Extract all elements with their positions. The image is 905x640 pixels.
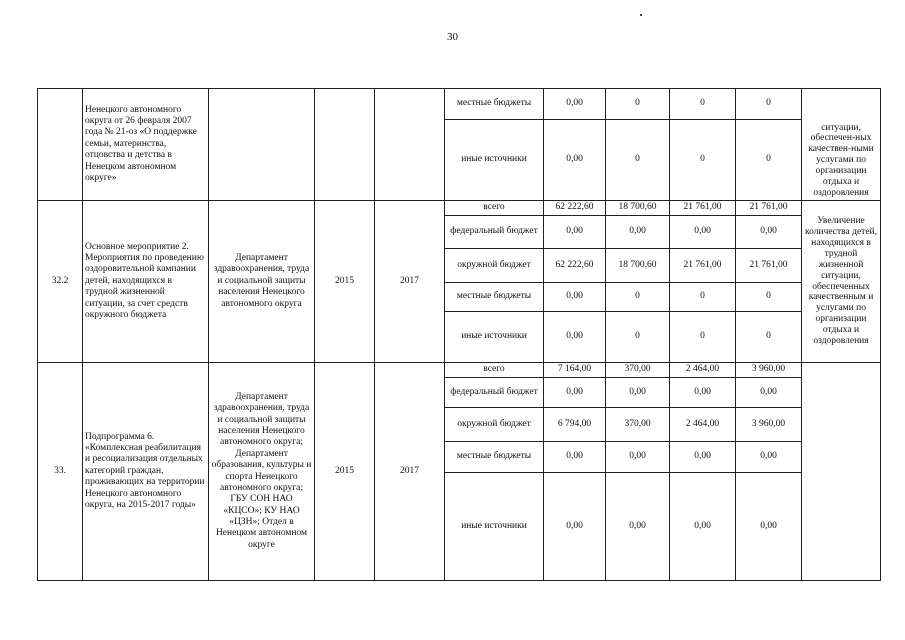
end-year-cell: 2017 [375, 201, 445, 363]
page-number: 30 [447, 31, 458, 43]
value-2017-cell: 3 960,00 [736, 408, 802, 442]
total-value-cell: 0,00 [544, 312, 606, 363]
funding-source-cell: всего [445, 201, 544, 216]
total-value-cell: 0,00 [544, 378, 606, 408]
start-year-cell [315, 89, 375, 201]
funding-source-cell: иные источники [445, 312, 544, 363]
expected-result-cell [802, 363, 881, 581]
value-2016-cell: 0,00 [670, 378, 736, 408]
value-2017-cell: 0,00 [736, 378, 802, 408]
value-2016-cell: 2 464,00 [670, 408, 736, 442]
value-2015-cell: 0 [606, 89, 670, 120]
table-row [38, 363, 881, 378]
executor-cell: Департамент здравоохранения, труда и социальной защиты населения Ненецкого автономного округа [209, 201, 315, 363]
total-value-cell: 0,00 [544, 283, 606, 312]
total-value-cell: 0,00 [544, 473, 606, 581]
expected-result-cell: ситуации, обеспечен-ных качествен-ными услугами по организации отдыха и оздоровления [802, 89, 881, 201]
start-year-cell: 2015 [315, 201, 375, 363]
value-2016-cell: 0 [670, 89, 736, 120]
expected-result-cell: Увеличение количества детей, находящихся в трудной жизненной ситуации, обеспеченных качественным и услугами по организации отдыха и оздоровления [802, 201, 881, 363]
value-2015-cell: 0 [606, 283, 670, 312]
total-value-cell: 6 794,00 [544, 408, 606, 442]
value-2016-cell: 21 761,00 [670, 249, 736, 283]
value-2015-cell: 0 [606, 120, 670, 201]
program-table [37, 88, 881, 581]
total-value-cell: 0,00 [544, 216, 606, 249]
row-number-cell [38, 89, 83, 201]
funding-source-cell: федеральный бюджет [445, 216, 544, 249]
value-2017-cell: 0,00 [736, 473, 802, 581]
funding-source-cell: иные источники [445, 120, 544, 201]
program-name-cell: Подпрограмма 6. «Комплексная реабилитация и ресоциализация отдельных категорий граждан, проживающих на территории Ненецкого автономного округа, на 2015-2017 годы» [83, 363, 209, 581]
value-2017-cell: 21 761,00 [736, 249, 802, 283]
executor-cell [209, 89, 315, 201]
funding-source-cell: окружной бюджет [445, 249, 544, 283]
value-2017-cell: 0 [736, 312, 802, 363]
executor-cell: Департамент здравоохранения, труда и социальной защиты населения Ненецкого автономного округа; Департамент образования, культуры и спорта Ненецкого автономного округа; ГБУ СОН НАО «КЦСО»; КУ НАО «ЦЗН»; Отдел в Ненецком автономном округе [209, 363, 315, 581]
value-2015-cell: 18 700,60 [606, 201, 670, 216]
value-2015-cell: 370,00 [606, 408, 670, 442]
funding-source-cell: окружной бюджет [445, 408, 544, 442]
program-name-cell: Основное мероприятие 2. Мероприятия по проведению оздоровительной кампании детей, находящихся в трудной жизненной ситуации, за счет средств окружного бюджета [83, 201, 209, 363]
value-2015-cell: 0 [606, 312, 670, 363]
value-2017-cell: 0 [736, 120, 802, 201]
value-2017-cell: 3 960,00 [736, 363, 802, 378]
value-2016-cell: 0 [670, 283, 736, 312]
scan-speck [640, 14, 642, 16]
value-2017-cell: 0 [736, 89, 802, 120]
table-row [38, 201, 881, 216]
funding-source-cell: всего [445, 363, 544, 378]
value-2016-cell: 2 464,00 [670, 363, 736, 378]
funding-source-cell: местные бюджеты [445, 89, 544, 120]
value-2017-cell: 21 761,00 [736, 201, 802, 216]
total-value-cell: 62 222,60 [544, 201, 606, 216]
value-2016-cell: 0,00 [670, 442, 736, 473]
total-value-cell: 7 164,00 [544, 363, 606, 378]
row-number-cell: 32.2 [38, 201, 83, 363]
program-name-cell: Ненецкого автономного округа от 26 февраля 2007 года № 21-оз «О поддержке семьи, материнства, отцовства и детства в Ненецком автономном округе» [83, 89, 209, 201]
end-year-cell: 2017 [375, 363, 445, 581]
value-2016-cell: 0,00 [670, 473, 736, 581]
value-2015-cell: 18 700,60 [606, 249, 670, 283]
value-2016-cell: 0 [670, 120, 736, 201]
value-2015-cell: 0,00 [606, 442, 670, 473]
funding-source-cell: федеральный бюджет [445, 378, 544, 408]
row-number-cell: 33. [38, 363, 83, 581]
value-2017-cell: 0,00 [736, 216, 802, 249]
value-2017-cell: 0,00 [736, 442, 802, 473]
funding-source-cell: местные бюджеты [445, 283, 544, 312]
value-2016-cell: 0,00 [670, 216, 736, 249]
value-2016-cell: 0 [670, 312, 736, 363]
value-2016-cell: 21 761,00 [670, 201, 736, 216]
value-2015-cell: 0,00 [606, 216, 670, 249]
total-value-cell: 0,00 [544, 89, 606, 120]
value-2015-cell: 0,00 [606, 378, 670, 408]
total-value-cell: 0,00 [544, 120, 606, 201]
funding-source-cell: местные бюджеты [445, 442, 544, 473]
value-2015-cell: 370,00 [606, 363, 670, 378]
total-value-cell: 62 222,60 [544, 249, 606, 283]
total-value-cell: 0,00 [544, 442, 606, 473]
start-year-cell: 2015 [315, 363, 375, 581]
funding-source-cell: иные источники [445, 473, 544, 581]
value-2015-cell: 0,00 [606, 473, 670, 581]
value-2017-cell: 0 [736, 283, 802, 312]
end-year-cell [375, 89, 445, 201]
table-row [38, 89, 881, 120]
